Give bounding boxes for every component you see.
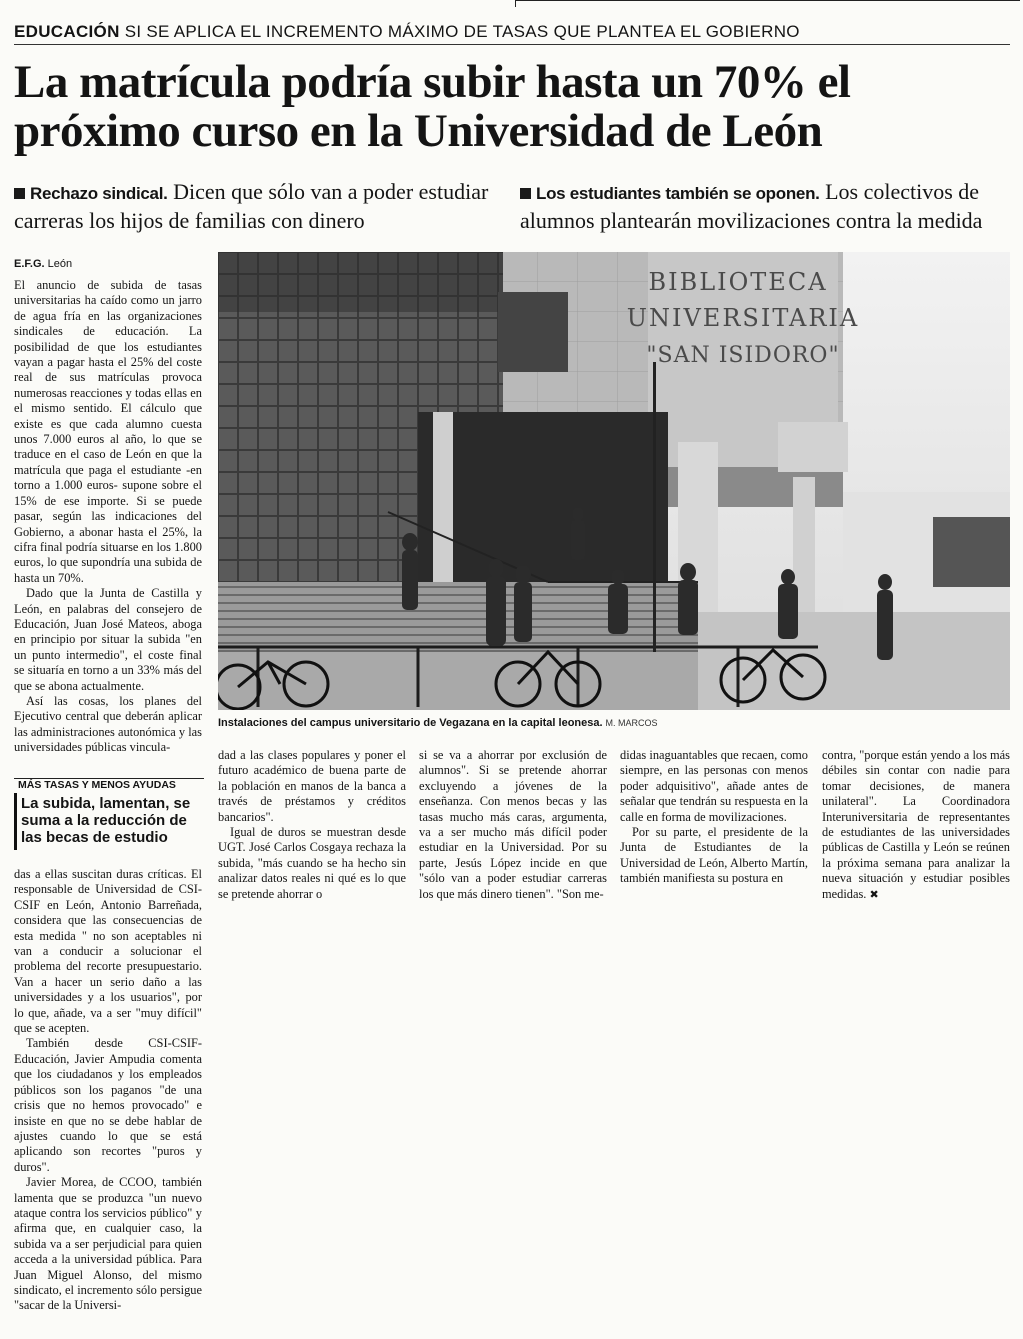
byline-author: E.F.G.: [14, 258, 45, 270]
square-bullet-icon: [14, 188, 25, 199]
column-5: [822, 748, 1010, 902]
column-1-bottom: [14, 867, 202, 1314]
deck-left-text: Dicen que sólo van a poder estudiar carreras los hijos de familias con dinero: [14, 179, 489, 233]
headline: [14, 58, 1014, 156]
byline-place: León: [47, 258, 73, 270]
section-rule: [14, 44, 1010, 45]
sidebar-box: [14, 778, 204, 850]
paragraph: El anuncio de subida de tasas universitarias ha caído como un jarro de agua fría en las organizaciones sindicales de educación. La posibilidad de que los estudiantes vayan a pagar hasta el 25% del coste real de sus matrículas provoca numerosas reacciones y todas ellas en el mismo sentido. El cálculo que existe es que cada alumno cuesta unos 7.000 euros al año, lo que se traduce en el caso de León en que la matrícula que paga el estudiante -en torno a 1.000 euros- supone sobre el 15% de ese importe. Si se puede pasar, según las indicaciones del Gobierno, a abonar hasta el 25%, la cifra final podría situarse en los 1.800 euros, lo que supondría una subida de hasta un 70%.: [14, 278, 202, 585]
column-1-top: [14, 278, 202, 756]
paragraph-text: contra, "porque están yendo a los más débiles sin contar con nadie para tomar decisiones, de manera unilateral". La Coordinadora Interuniversitaria de representantes de estudiantes de las universidades públicas de Castilla y León se reúnen la próxima semana para analizar la nueva situación y estudiar posibles medidas.: [822, 748, 1010, 901]
caption-text: Instalaciones del campus universitario de Vegazana en la capital leonesa.: [218, 717, 603, 729]
column-3: [419, 748, 607, 902]
square-bullet-icon: [520, 188, 531, 199]
paragraph: Igual de duros se muestran desde UGT. José Carlos Cosgaya rechaza la subida, "más cuando se ha hecho sin analizar datos reales ni qué es lo que se pretende ahorrar o: [218, 825, 406, 901]
section-subtitle: SI SE APLICA EL INCREMENTO MÁXIMO DE TASAS QUE PLANTEA EL GOBIERNO: [124, 22, 800, 41]
paragraph: si se va a ahorrar por exclusión de alumnos". Si se pretende ahorrar excluyendo a jóvenes de la enseñanza. Con menos becas y las tasas mucho más caras, argumenta, va a ser mucho más difícil poder estudiar en la Universidad. Por su parte, Jesús López incide en que "sólo van a poder estudiar carreras los que más dinero tienen". "Son me-: [419, 748, 607, 901]
paragraph: Así las cosas, los planes del Ejecutivo central que deberán aplicar las administraciones autonómica y las universidades públicas vincula-: [14, 693, 202, 755]
paragraph: Javier Morea, de CCOO, también lamenta que se produzca "un nuevo ataque contra los servicios público" y afirma que, en cualquier caso, la subida va a ser perjudicial para quien acceda a la universidad pública. Para Juan Miguel Alonso, del mismo sindicato, el incremento sólo persigue "sacar de la Universi-: [14, 1175, 202, 1313]
photo-credit: M. MARCOS: [605, 718, 658, 728]
column-2: [218, 748, 406, 902]
paragraph: das a ellas suscitan duras críticas. El responsable de Universidad de CSI-CSIF en León, Antonio Barreñada, considera que las consecuencias de esta medida " no son aceptables ni van a conducir a solucionar el problema del recorte presupuestario. Van a hacer un serio daño a las universidades y a los usuarios", por lo que, añade, va a ser "muy difícil" que se acepten.: [14, 867, 202, 1036]
end-mark-icon: ✖: [869, 887, 879, 901]
deck-right-text: Los colectivos de alumnos plantearán movilizaciones contra la medida: [520, 179, 983, 233]
deck-left-lead: Rechazo sindical.: [30, 184, 168, 203]
paragraph: didas inaguantables que recaen, como siempre, en las personas con menos poder adquisitivo", añade antes de señalar que tendrán su respuesta en la calle en forma de movilizaciones.: [620, 748, 808, 824]
paragraph: También desde CSI-CSIF-Educación, Javier Ampudia comenta que los ciudadanos y los empleados públicos son los paganos "de una crisis que no hemos provocado" e insiste en que no se debe hablar de ajustes cuando lo que se está aplicando son recortes "puros y duros".: [14, 1036, 202, 1174]
paragraph: Dado que la Junta de Castilla y León, en palabras del consejero de Educación, Juan José Mateos, aboga en principio por situar la subida "en un punto intermedio", el coste final se situaría en torno a un 33% más del que se abona actualmente.: [14, 586, 202, 693]
deck-left: [14, 178, 494, 234]
paragraph: Por su parte, el presidente de la Junta de Estudiantes de la Universidad de León, Alberto Martín, también manifiesta su postura en: [620, 825, 808, 886]
sidebar-headline: La subida, lamentan, se suma a la reducción de las becas de estudio: [14, 793, 204, 850]
sidebar-kicker: MÁS TASAS Y MENOS AYUDAS: [18, 779, 176, 791]
paragraph: [822, 748, 1010, 902]
column-4: [620, 748, 808, 887]
section-kicker: [14, 22, 800, 42]
campus-library-photo: [218, 252, 1010, 710]
news-photo: [218, 252, 1010, 710]
sign-line-2: UNIVERSITARIA: [626, 304, 860, 332]
deck-right: [520, 178, 1015, 234]
section-label: EDUCACIÓN: [14, 22, 120, 41]
photo-caption: [218, 717, 658, 729]
byline: [14, 258, 72, 270]
paragraph: dad a las clases populares y poner el futuro académico de buena parte de la población en manos de la banca a través de préstamos y créditos bancarios".: [218, 748, 406, 824]
top-strip: [0, 0, 1023, 8]
headline-line-2: próximo curso en la Universidad de León: [14, 105, 823, 157]
deck-right-lead: Los estudiantes también se oponen.: [536, 184, 820, 203]
sign-line-1: BIBLIOTECA: [648, 268, 828, 296]
sign-line-3: "SAN ISIDORO": [646, 343, 840, 368]
headline-line-1: La matrícula podría subir hasta un 70% el: [14, 56, 851, 108]
